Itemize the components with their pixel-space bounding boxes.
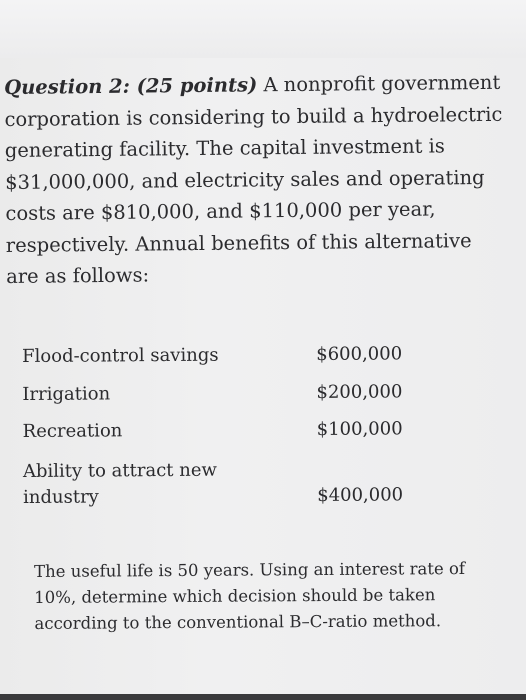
benefit-row [22,375,402,408]
benefit-row [22,337,402,370]
benefit-row [23,412,403,445]
top-band [0,0,526,58]
benefit-label: Ability to attract new industry [22,459,217,508]
benefit-label: Recreation [22,420,123,442]
benefit-value: $400,000 [317,484,404,506]
benefit-label: Irrigation [22,383,111,405]
conclusion-paragraph: The useful life is 50 years. Using an interest rate of 10%, determine which decision should be taken according to the conventional B–C-ratio method. [34,558,466,633]
benefit-value: $100,000 [316,418,403,440]
question-text: A nonprofit government corporation is considering to build a hydroelectric generating facility. The capital investment is $31,000,000, and electricity sales and operating costs are $810,000, and $110,000 per year, respectively. Annual benefits of this alternative are as follows: [4,70,503,288]
benefits-table [22,337,403,511]
benefit-value: $200,000 [316,381,403,403]
benefit-row [23,454,403,511]
question-paragraph [4,67,506,293]
bottom-edge [0,694,526,700]
question-title: Question 2: (25 points) [4,73,258,99]
benefit-label: Flood-control savings [22,344,219,367]
benefit-value: $600,000 [316,343,403,365]
